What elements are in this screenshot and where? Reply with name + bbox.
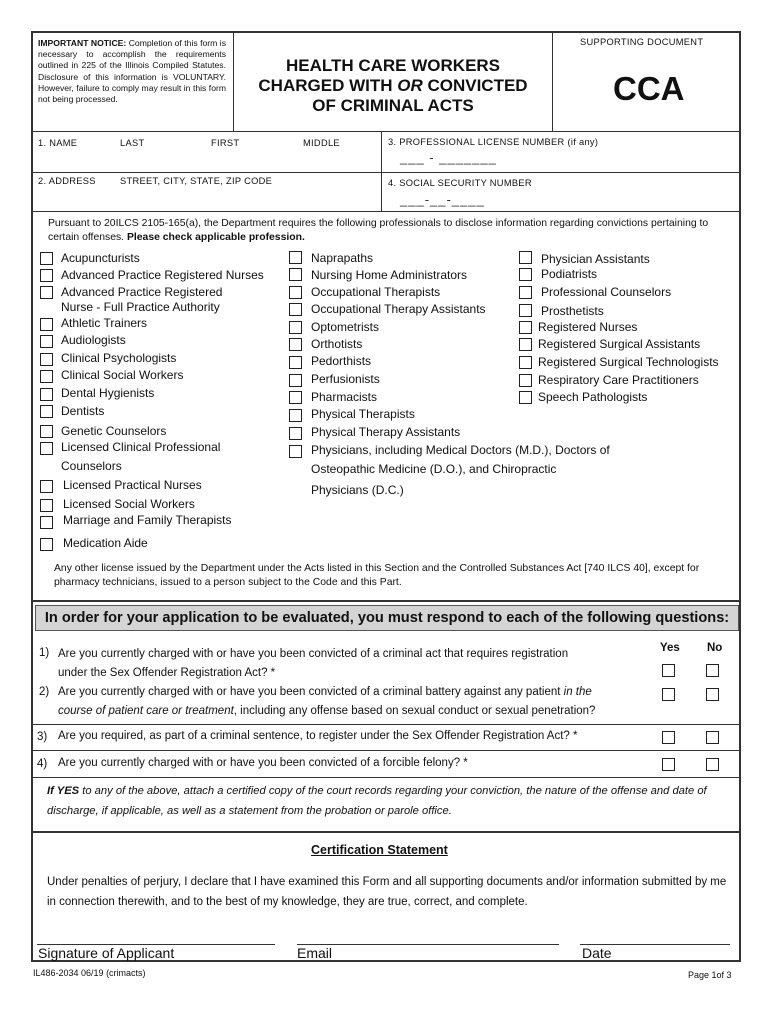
checkbox-athletic-trainers[interactable] <box>40 318 53 331</box>
checkbox-audiologists[interactable] <box>40 335 53 348</box>
divider <box>31 777 741 778</box>
profession-label: Marriage and Family Therapists <box>63 513 232 527</box>
checkbox-physician-assistants[interactable] <box>519 251 532 264</box>
profession-label: Registered Surgical Technologists <box>538 355 719 369</box>
divider <box>31 600 741 602</box>
divider <box>31 172 741 173</box>
profession-label-continued: Osteopathic Medicine (D.O.), and Chiropractic <box>311 462 557 476</box>
intro-text: Pursuant to 20ILCS 2105-165(a), the Department requires the following professionals to disclose information regarding convictions pertaining to certain offenses. Please check applicable profession. <box>48 218 709 243</box>
checkbox-licensed-social-workers[interactable] <box>40 499 53 512</box>
checkbox-pedorthists[interactable] <box>289 356 302 369</box>
profession-label: Optometrists <box>311 320 380 334</box>
signature-label: Signature of Applicant <box>38 945 175 961</box>
checkbox-aprn-full-practice[interactable] <box>40 286 53 299</box>
profession-label-continued: Nurse - Full Practice Authority <box>61 300 220 314</box>
first-label: FIRST <box>211 138 240 148</box>
profession-label: Clinical Psychologists <box>61 351 177 365</box>
title-line-3: OF CRIMINAL ACTS <box>312 96 474 115</box>
checkbox-clinical-psychologists[interactable] <box>40 353 53 366</box>
question-2-text-continued: course of patient care or treatment, including any offense based on sexual conduct or sexual penetration? <box>58 705 596 717</box>
checkbox-dentists[interactable] <box>40 405 53 418</box>
form-number: IL486-2034 06/19 (crimacts) <box>33 968 146 978</box>
profession-label: Nursing Home Administrators <box>311 268 468 282</box>
profession-label: Pedorthists <box>311 354 372 368</box>
profession-label: Licensed Clinical Professional <box>61 440 221 454</box>
checkbox-perfusionists[interactable] <box>289 374 302 387</box>
profession-label: Speech Pathologists <box>538 390 648 404</box>
profession-label: Occupational Therapists <box>311 285 441 299</box>
checkbox-pharmacists[interactable] <box>289 391 302 404</box>
checkbox-speech-pathologists[interactable] <box>519 391 532 404</box>
checkbox-physical-therapy-assistants[interactable] <box>289 427 302 440</box>
question-1-text: Are you currently charged with or have you been convicted of a criminal act that requires registration <box>58 648 569 660</box>
checkbox-clinical-social-workers[interactable] <box>40 370 53 383</box>
other-license-note: Any other license issued by the Department under the Acts listed in this Section and the Controlled Substances Act [740 ILCS 40], except for pharmacy technicians, issued to a person subject to the Code and this Part. <box>54 563 700 588</box>
profession-label: Genetic Counselors <box>61 424 167 438</box>
checkbox-naprapaths[interactable] <box>289 251 302 264</box>
name-label: 1. NAME <box>38 138 78 148</box>
question-4-number: 4) <box>37 758 48 770</box>
checkbox-licensed-practical-nurses[interactable] <box>40 480 53 493</box>
checkbox-occupational-therapy-assistants[interactable] <box>289 303 302 316</box>
profession-label: Physicians, including Medical Doctors (M.D.), Doctors of <box>311 443 610 457</box>
email-line[interactable] <box>297 944 559 945</box>
title-line-2: CHARGED WITH OR CONVICTED <box>258 76 528 95</box>
profession-label: Registered Nurses <box>538 320 638 334</box>
checkbox-occupational-therapists[interactable] <box>289 286 302 299</box>
checkbox-registered-nurses[interactable] <box>519 321 532 334</box>
yes-column-header: Yes <box>660 642 680 654</box>
profession-label: Athletic Trainers <box>61 316 148 330</box>
checkbox-registered-surgical-technologists[interactable] <box>519 356 532 369</box>
profession-label: Physician Assistants <box>541 252 650 266</box>
profession-label: Perfusionists <box>311 372 380 386</box>
profession-label: Acupuncturists <box>61 251 140 265</box>
question-1-text-continued: under the Sex Offender Registration Act? * <box>58 667 276 679</box>
checkbox-respiratory-care-practitioners[interactable] <box>519 374 532 387</box>
checkbox-dental-hygienists[interactable] <box>40 388 53 401</box>
license-label: 3. PROFESSIONAL LICENSE NUMBER (if any) <box>388 137 599 147</box>
question-2-no-checkbox[interactable] <box>706 688 719 701</box>
question-4-yes-checkbox[interactable] <box>662 758 675 771</box>
profession-label-continued: Physicians (D.C.) <box>311 483 404 497</box>
profession-label: Respiratory Care Practitioners <box>538 373 699 387</box>
profession-label: Professional Counselors <box>541 285 672 299</box>
question-1-yes-checkbox[interactable] <box>662 664 675 677</box>
address-parts-label: STREET, CITY, STATE, ZIP CODE <box>120 176 273 186</box>
profession-label: Audiologists <box>61 333 126 347</box>
checkbox-physical-therapists[interactable] <box>289 409 302 422</box>
important-notice <box>38 38 226 105</box>
profession-label: Podiatrists <box>541 267 598 281</box>
checkbox-podiatrists[interactable] <box>519 268 532 281</box>
profession-label: Prosthetists <box>541 304 604 318</box>
checkbox-physicians[interactable] <box>289 445 302 458</box>
form-code: CCA <box>613 70 685 107</box>
checkbox-prosthetists[interactable] <box>519 304 532 317</box>
profession-label: Registered Surgical Assistants <box>538 337 701 351</box>
notice-text: Completion of this form is necessary to accomplish the requirements outlined in 225 of the Illinois Compiled Statutes. Disclosure of this information is VOLUNTARY. However, failure to comply may result in this form not being processed. <box>38 38 226 105</box>
no-column-header: No <box>707 642 723 654</box>
divider <box>31 131 741 132</box>
profession-label-continued: Counselors <box>61 459 122 473</box>
supporting-document-label: SUPPORTING DOCUMENT <box>580 37 704 47</box>
question-2-number: 2) <box>39 686 50 698</box>
license-number-field[interactable]: ___ - _______ <box>400 150 497 165</box>
question-2-yes-checkbox[interactable] <box>662 688 675 701</box>
question-3-yes-checkbox[interactable] <box>662 731 675 744</box>
profession-label: Occupational Therapy Assistants <box>311 302 486 316</box>
divider <box>31 750 741 751</box>
notice-label: IMPORTANT NOTICE: <box>38 38 127 48</box>
profession-label: Clinical Social Workers <box>61 368 184 382</box>
address-label: 2. ADDRESS <box>38 176 96 186</box>
checkbox-nursing-home-administrators[interactable] <box>289 268 302 281</box>
date-label: Date <box>582 945 612 961</box>
profession-label: Physical Therapists <box>311 407 415 421</box>
divider <box>31 211 741 212</box>
checkbox-acupuncturists[interactable] <box>40 252 53 265</box>
checkbox-aprn[interactable] <box>40 269 53 282</box>
ssn-label: 4. SOCIAL SECURITY NUMBER <box>388 178 532 188</box>
certification-title: Certification Statement <box>311 843 448 857</box>
question-3-number: 3) <box>37 731 48 743</box>
question-1-no-checkbox[interactable] <box>706 664 719 677</box>
checkbox-orthotists[interactable] <box>289 338 302 351</box>
certification-text: Under penalties of perjury, I declare that I have examined this Form and all supporting documents and/or information submitted by me in connection therewith, and to the best of my knowledge, they are true, correct, and complete. <box>47 876 727 908</box>
profession-label: Dentists <box>61 404 105 418</box>
title-line-1: HEALTH CARE WORKERS <box>285 56 501 75</box>
divider <box>31 831 741 833</box>
last-label: LAST <box>120 138 145 148</box>
profession-label: Pharmacists <box>311 390 378 404</box>
question-4-text: Are you currently charged with or have you been convicted of a forcible felony? * <box>58 757 468 769</box>
checkbox-genetic-counselors[interactable] <box>40 425 53 438</box>
middle-label: MIDDLE <box>303 138 340 148</box>
profession-label: Medication Aide <box>63 536 148 550</box>
checkbox-professional-counselors[interactable] <box>519 286 532 299</box>
profession-label: Dental Hygienists <box>61 386 155 400</box>
ssn-field[interactable]: ___-__-____ <box>400 192 485 207</box>
checkbox-optometrists[interactable] <box>289 321 302 334</box>
profession-label: Naprapaths <box>311 251 374 265</box>
question-3-text: Are you required, as part of a criminal sentence, to register under the Sex Offender Registration Act? * <box>58 730 578 742</box>
checkbox-medication-aide[interactable] <box>40 538 53 551</box>
profession-label: Advanced Practice Registered Nurses <box>61 268 264 282</box>
email-label: Email <box>297 945 333 961</box>
page-number: Page 1of 3 <box>688 970 732 980</box>
divider <box>31 724 741 725</box>
question-4-no-checkbox[interactable] <box>706 758 719 771</box>
profession-label: Physical Therapy Assistants <box>311 425 461 439</box>
question-3-no-checkbox[interactable] <box>706 731 719 744</box>
checkbox-licensed-clinical-professional-counselors[interactable] <box>40 442 53 455</box>
checkbox-registered-surgical-assistants[interactable] <box>519 338 532 351</box>
if-yes-instructions: If YES to any of the above, attach a certified copy of the court records regarding your conviction, the nature of the offense and date of discharge, if applicable, as well as a statement from the probation or parole office. <box>47 785 707 817</box>
profession-label: Advanced Practice Registered <box>61 285 223 299</box>
divider <box>233 31 234 131</box>
divider <box>381 131 382 211</box>
question-1-number: 1) <box>39 647 50 659</box>
form-title <box>236 56 550 116</box>
profession-label: Orthotists <box>311 337 363 351</box>
profession-label: Licensed Social Workers <box>63 497 195 511</box>
divider <box>552 31 553 131</box>
question-2-text: Are you currently charged with or have you been convicted of a criminal battery against any patient in the <box>58 686 592 698</box>
profession-label: Licensed Practical Nurses <box>63 478 202 492</box>
checkbox-marriage-family-therapists[interactable] <box>40 516 53 529</box>
questions-heading: In order for your application to be evaluated, you must respond to each of the following questions: <box>35 605 739 631</box>
